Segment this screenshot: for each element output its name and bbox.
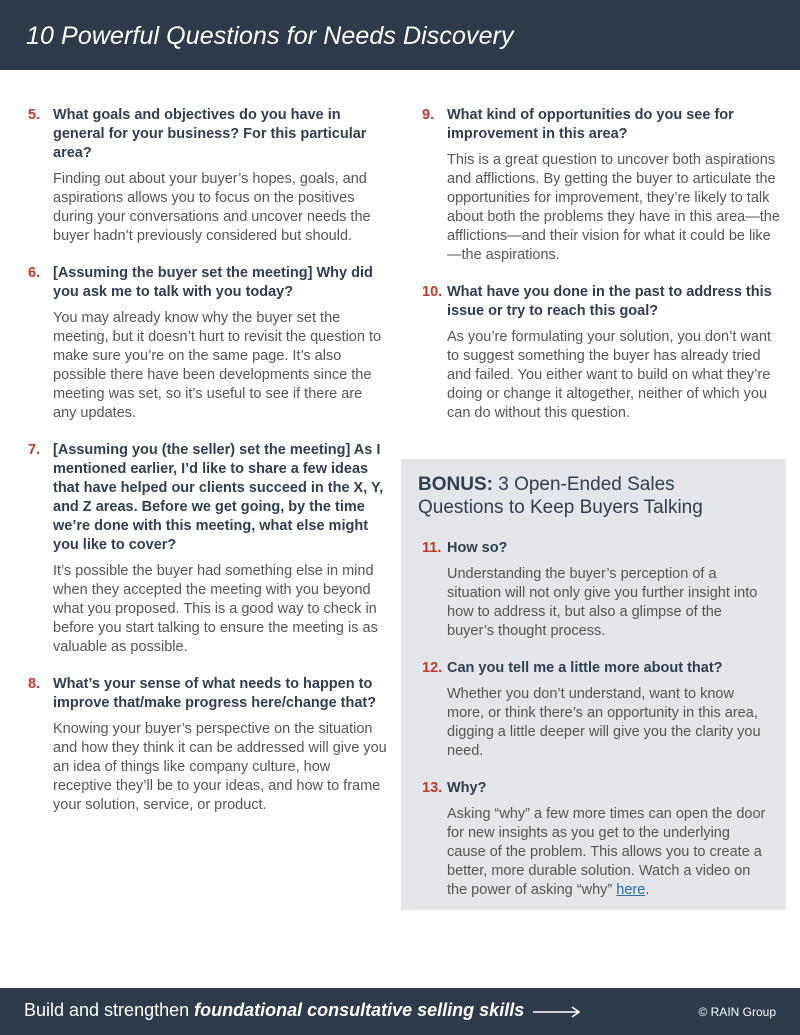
- question-number: 13.: [422, 780, 443, 796]
- question-header: [28, 675, 388, 713]
- bonus-question-list: [422, 539, 772, 918]
- question-header: [422, 779, 772, 798]
- tagline-plain: Build and strengthen: [24, 1000, 190, 1020]
- right-column: [422, 106, 780, 441]
- page-footer: [0, 988, 800, 1035]
- question-title: What have you done in the past to address this issue or try to reach this goal?: [447, 284, 772, 319]
- question-body: It’s possible the buyer had something else in mind when they accepted the meeting with you beyond what you proposed. This is a good way to check in before you start talking to ensure the meeting is as valuable as possible.: [53, 563, 378, 655]
- question-body: Understanding the buyer’s perception of a situation will not only give you further insight into how to address it, but also a glimpse of the buyer’s thought process.: [447, 566, 758, 639]
- question-header: [28, 441, 388, 555]
- question-number: 10.: [422, 284, 443, 300]
- question-number: 9.: [422, 107, 435, 123]
- question-item: [28, 106, 388, 246]
- long-arrow-right-icon: [533, 1005, 581, 1023]
- bonus-heading-text: 3 Open-Ended Sales Questions to Keep Buyers Talking: [418, 474, 703, 518]
- question-item: [422, 106, 780, 265]
- page-title: 10 Powerful Questions for Needs Discovery: [26, 22, 514, 50]
- question-number: 12.: [422, 660, 443, 676]
- question-title: Can you tell me a little more about that?: [447, 660, 723, 676]
- question-title: [Assuming you (the seller) set the meeting] As I mentioned earlier, I’d like to share a few ideas that have helped our clients succeed in the X, Y, and Z areas. Before we get going, by the time we’re done with this meeting, what else might you like to cover?: [53, 442, 384, 553]
- question-item: [422, 659, 772, 761]
- question-body: This is a great question to uncover both aspirations and afflictions. By getting the buyer to articulate the opportunities for improvement, they’re likely to talk about both the problems they have in this area—the afflictions—and their vision for what it could be like—the aspirations.: [447, 152, 780, 263]
- question-number: 5.: [28, 107, 41, 123]
- question-header: [422, 539, 772, 558]
- left-column: [28, 106, 388, 833]
- tagline-emphasis: foundational consultative selling skills: [194, 1000, 525, 1020]
- question-header: [422, 106, 780, 144]
- question-title: How so?: [447, 540, 508, 556]
- footer-tagline: [24, 1000, 524, 1021]
- link-suffix: .: [645, 882, 650, 898]
- question-number: 7.: [28, 442, 41, 458]
- question-title: What goals and objectives do you have in general for your business? For this particular area?: [53, 107, 367, 161]
- question-item: [28, 675, 388, 815]
- bonus-panel: [401, 459, 786, 910]
- question-body: You may already know why the buyer set the meeting, but it doesn’t hurt to revisit the question to make sure you’re on the same page. It’s also possible there have been developments since the meeting was set, so it’s useful to see if there are any updates.: [53, 310, 382, 421]
- question-item: [422, 283, 780, 423]
- page-header: [0, 0, 800, 70]
- question-item: [422, 539, 772, 641]
- question-item: [422, 779, 772, 900]
- video-link[interactable]: here: [616, 882, 646, 898]
- question-title: [Assuming the buyer set the meeting] Why did you ask me to talk with you today?: [53, 265, 373, 300]
- question-body: As you’re formulating your solution, you don’t want to suggest something the buyer has already tried and failed. You either want to build on what they’re doing or change it altogether, neither of which you can do without this question.: [447, 329, 772, 421]
- question-header: [28, 264, 388, 302]
- question-body: Finding out about your buyer’s hopes, goals, and aspirations allows you to focus on the positives during your conversations and uncover needs the buyer hadn’t previously considered but should.: [53, 171, 371, 244]
- question-header: [28, 106, 388, 163]
- question-title: Why?: [447, 780, 487, 796]
- bonus-label: BONUS:: [418, 474, 493, 495]
- question-body: [447, 805, 772, 900]
- question-header: [422, 659, 772, 678]
- question-number: 6.: [28, 265, 41, 281]
- question-body-text: Asking “why” a few more times can open the door for new insights as you get to the underlying cause of the problem. This allows you to create a better, more durable solution. Watch a video on the power of asking “why”: [447, 806, 766, 898]
- question-title: What’s your sense of what needs to happen to improve that/make progress here/change that?: [53, 676, 377, 711]
- question-item: [28, 264, 388, 423]
- question-body: Knowing your buyer’s perspective on the situation and how they think it can be addressed will give you an idea of things like company culture, how receptive they’ll be to your ideas, and how to frame your solution, service, or product.: [53, 721, 387, 813]
- question-number: 11.: [422, 540, 442, 556]
- copyright-notice: © RAIN Group: [698, 1005, 776, 1019]
- question-number: 8.: [28, 676, 41, 692]
- question-item: [28, 441, 388, 657]
- question-header: [422, 283, 780, 321]
- bonus-heading: [418, 473, 758, 519]
- question-title: What kind of opportunities do you see for improvement in this area?: [447, 107, 734, 142]
- question-body: Whether you don’t understand, want to know more, or think there’s an opportunity in this area, digging a little deeper will give you the clarity you need.: [447, 686, 761, 759]
